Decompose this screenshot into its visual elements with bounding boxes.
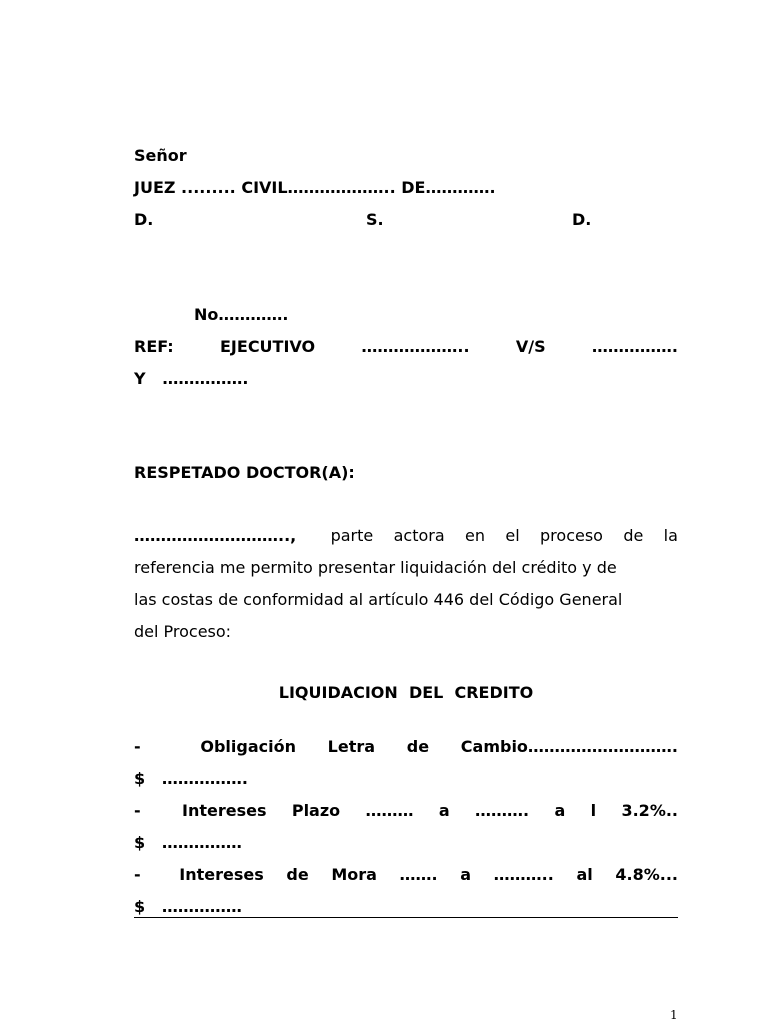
item-text: a — [438, 801, 450, 820]
address-block — [134, 140, 678, 236]
item-text: Mora — [331, 865, 377, 884]
item-line-3 — [134, 859, 678, 891]
item-text: ……. — [399, 865, 438, 884]
body-line-3: las costas de conformidad al artículo 446 del Código General — [134, 590, 623, 609]
amount-dots: …………… — [161, 897, 242, 916]
item-text: 4.8%... — [615, 865, 678, 884]
total-divider — [134, 917, 678, 918]
item-text: Intereses — [179, 865, 264, 884]
dsd-line — [134, 204, 678, 236]
dollar-sign: $ — [134, 897, 146, 916]
item-text: Plazo — [291, 801, 341, 820]
item-text: ……… — [365, 801, 414, 820]
body-word: proceso — [540, 526, 603, 545]
item-text: Obligación — [200, 737, 296, 756]
ref-line — [134, 331, 678, 363]
ref-dots-3: ……………. — [162, 369, 249, 388]
ref-type: EJECUTIVO — [220, 337, 316, 356]
case-number: No…………. — [194, 305, 289, 324]
amount-dots: …………… — [161, 833, 242, 852]
item-text: Cambio………………………. — [460, 737, 678, 756]
body-word: en — [465, 526, 485, 545]
body-word: el — [505, 526, 520, 545]
dollar-sign: $ — [134, 833, 146, 852]
item-amount-3 — [134, 891, 678, 923]
ref-line-2 — [134, 363, 678, 395]
dsd-s: S. — [366, 210, 384, 229]
greeting: RESPETADO DOCTOR(A): — [134, 463, 355, 482]
body-line-2: referencia me permito presentar liquidación del crédito y de — [134, 558, 617, 577]
ref-dots-2: ……………. — [591, 337, 678, 356]
item-line-2 — [134, 795, 678, 827]
item-amount-2 — [134, 827, 678, 859]
item-amount-1 — [134, 763, 678, 795]
item-line-1 — [134, 731, 678, 763]
item-text: de — [286, 865, 309, 884]
dollar-sign: $ — [134, 769, 146, 788]
item-text: a — [460, 865, 472, 884]
item-text: Intereses — [182, 801, 267, 820]
body-line-4: del Proceso: — [134, 622, 232, 641]
salutation: Señor — [134, 146, 187, 165]
body-word: la — [663, 526, 678, 545]
body-paragraph — [134, 520, 678, 648]
item-text: ……….. — [493, 865, 554, 884]
item-text: ………. — [475, 801, 530, 820]
ref-y: Y — [134, 369, 146, 388]
party-name: ……………………….., — [134, 526, 297, 545]
body-word: actora — [393, 526, 445, 545]
item-text: Letra — [327, 737, 376, 756]
item-text: a — [554, 801, 566, 820]
dsd-d1: D. — [134, 210, 154, 229]
item-dash: - — [134, 737, 141, 756]
page-number: 1 — [670, 1008, 678, 1022]
item-text: al — [576, 865, 593, 884]
ref-label: REF: — [134, 337, 174, 356]
item-text: 3.2%.. — [621, 801, 678, 820]
reference-block — [134, 299, 678, 395]
dsd-d2: D. — [572, 210, 592, 229]
amount-dots: ……………. — [161, 769, 248, 788]
liquidation-items — [134, 731, 678, 923]
item-text: l — [590, 801, 597, 820]
section-title: LIQUIDACION DEL CREDITO — [278, 683, 534, 702]
ref-dots-1: ……………….. — [361, 337, 470, 356]
judge-line: JUEZ ......... CIVIL……………….. DE…………. — [134, 178, 496, 197]
body-line-1 — [134, 520, 678, 552]
body-word: parte — [330, 526, 374, 545]
item-dash: - — [134, 801, 141, 820]
body-word: de — [623, 526, 644, 545]
ref-vs: V/S — [515, 337, 546, 356]
item-dash: - — [134, 865, 141, 884]
item-text: de — [406, 737, 430, 756]
